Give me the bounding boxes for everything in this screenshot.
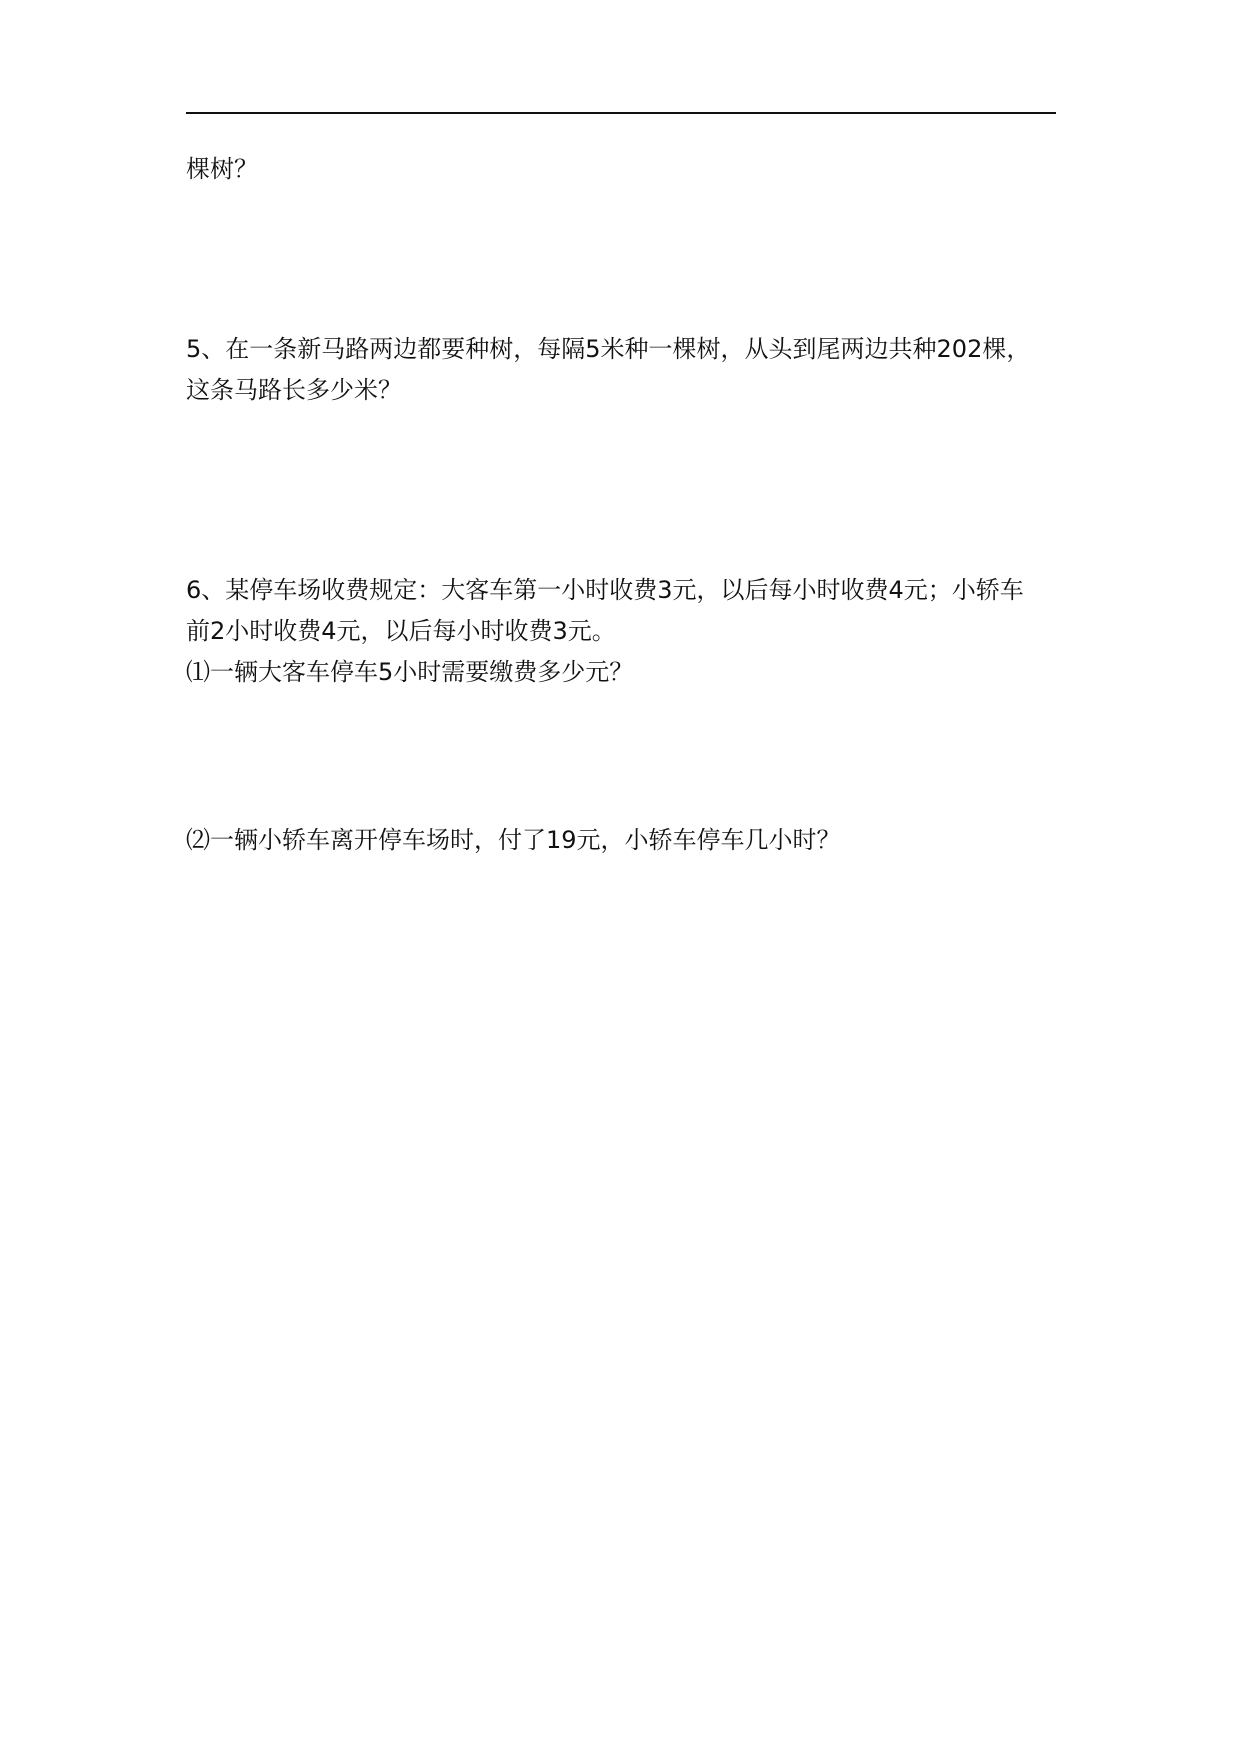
previous-question-continuation: 棵树？ — [186, 155, 258, 183]
question-5-line-2: 这条马路长多少米？ — [186, 376, 402, 404]
question-5-line-1: 5、在一条新马路两边都要种树，每隔5米种一棵树，从头到尾两边共种202棵， — [186, 335, 1031, 363]
header-divider — [186, 112, 1056, 114]
question-6-line-2: 前2小时收费4元，以后每小时收费3元。 — [186, 617, 616, 645]
question-6-subquestion-1: ⑴一辆大客车停车5小时需要缴费多少元？ — [186, 658, 634, 686]
question-6-subquestion-2: ⑵一辆小轿车离开停车场时，付了19元，小轿车停车几小时？ — [186, 826, 841, 854]
question-6-line-1: 6、某停车场收费规定：大客车第一小时收费3元，以后每小时收费4元；小轿车 — [186, 576, 1024, 604]
